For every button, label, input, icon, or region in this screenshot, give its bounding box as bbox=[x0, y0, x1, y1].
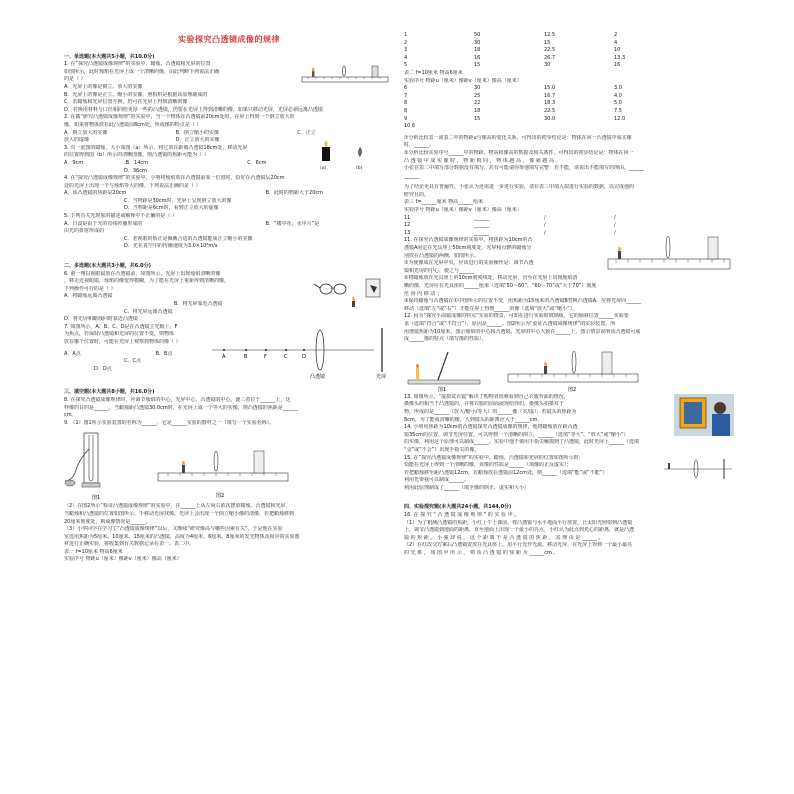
right-column bbox=[404, 32, 734, 558]
q16-line: （1）为了粗测凸透镜的焦距，小红上午上课前，将凸透镜与水平地面平行放置，让太阳光照射到凸透镜 bbox=[404, 519, 633, 526]
q13-mirror-photo bbox=[674, 394, 734, 436]
q16-line: 镜 的 焦 距 ， 小 强 却 说 ， 这 个 距 离 不 是 凸 透 镜 的 焦 距 ， 其 理 由 是 ______ 。 bbox=[404, 534, 604, 541]
table-cell: 10 bbox=[614, 47, 621, 54]
table-cell: 13 bbox=[404, 229, 411, 236]
q5-option-d: D．光在真空中的传播速度为3.0×10⁸m/s bbox=[124, 243, 218, 250]
section-single-choice: 一、单选题(本大题共5小题，共10.0分) bbox=[64, 53, 155, 60]
q2-option-b: B．倒立缩小的实像 bbox=[175, 129, 220, 136]
q1-option-c: C．若蜡烛和光屏位置互换，仍可在光屏上得到清晰的像 bbox=[64, 99, 188, 106]
q3-candle-figure bbox=[308, 139, 388, 171]
table-row bbox=[404, 62, 734, 70]
q12-figures bbox=[404, 344, 734, 394]
q12-line: 12. 因为“探究平面镜成像的特点”实验的情景，可知在进行实验时玻璃板，它的倾斜位置______实验要 bbox=[404, 313, 629, 320]
table-cell: 30 bbox=[474, 39, 481, 46]
q6-stem-line: 下列操作可行的是（ ） bbox=[64, 285, 116, 292]
q3-option-a: A．9cm bbox=[64, 159, 84, 166]
q7-option-a: A．A点 bbox=[64, 350, 81, 357]
table-cell: ______ bbox=[474, 229, 489, 236]
q15-line: 若把蜡烛移至距凸透镜12cm，若蜡烛放在透镜前12cm处，则______（选填“能”或“不能”） bbox=[404, 469, 608, 476]
q11-line: 镜和光屏的中心，使之与______ bbox=[404, 267, 475, 274]
table-row bbox=[404, 93, 734, 101]
table-cell: / bbox=[614, 222, 616, 229]
q11-bench-figure bbox=[604, 233, 734, 277]
table-cell: 7 bbox=[404, 92, 408, 99]
table-cell: 18.3 bbox=[544, 100, 556, 107]
q4-option-d: D．当物距是6cm时，看到正立放大的虚像 bbox=[124, 205, 219, 212]
q14-line: 14. 小明用焦距为10cm的凸透镜探究凸透镜成像的规律，他将蜡烛放在距凸透 bbox=[404, 424, 578, 431]
q11-line: 移动（选填“左”或“右”）才能在屏上得到______的像（选填“放大”或“缩小”）。 bbox=[404, 305, 578, 312]
table-cell: 11 bbox=[404, 214, 411, 221]
q9-more-line: （3）小华同学在学习了“凸透镜成像规律”以后，又继续“研究像高与哪些因素有关”，于是他在实验 bbox=[64, 526, 283, 533]
table-cell: / bbox=[544, 214, 546, 221]
q14-line: 镜35cm的位置，调节光屏位置，可以得到一个清晰的倒立、______（选填“等大”、“放大”或“缩小”） bbox=[404, 431, 629, 438]
table-cell: ______ bbox=[474, 222, 489, 229]
question-5 bbox=[64, 213, 394, 251]
q14-line: “会”或“不会”）出现手指尖的像。 bbox=[404, 446, 480, 453]
q3-option-b: B．14cm bbox=[125, 159, 149, 166]
q6-stem-line: 6. 童一翔以视眼镜放在凸透镜前，如图所示，光屏上出现烛焰清晰的像 bbox=[64, 270, 221, 277]
table3-caption: 表三 f=______厘米 物高______厘米 bbox=[404, 199, 484, 206]
q12-line: 成______像的特点（填写像的性质）。 bbox=[404, 336, 487, 343]
q1-stem-line: 如图所示，此时烛焰在光屏上成一个清晰的像，由此判断下列说法正确 bbox=[64, 68, 220, 75]
analysis-line: 小张在表二中填写部分数据没有填写，若有可能请你帮他填写完整：若不能，请说出不能填写的理由。______ bbox=[404, 165, 645, 172]
q9-more-line: 室选用焦距为5厘米、10厘米、15厘米的凸透镜，高度为4厘米、6厘米、8厘米的发光物体及相应的实验器 bbox=[64, 533, 300, 540]
q15-line: 15. 在“探究凸透镜成像规律”的实验中，蜡烛、凸透镜和光屏的位置如图所示时， bbox=[404, 454, 584, 461]
table-cell: 15.0 bbox=[544, 85, 556, 92]
doc-title: 实验探究凸透镜成像的规律 bbox=[178, 35, 280, 44]
table-cell: 3 bbox=[404, 47, 408, 54]
q1-option-d: D．若换用材料与口径相同但更厚一些的凸透镜，仍要在光屏上得到清晰的像，如果只移动光屏，光屏必须远离凸透镜 bbox=[64, 106, 323, 113]
table-cell: 8 bbox=[404, 100, 408, 107]
table-cell: 16.7 bbox=[544, 92, 556, 99]
q1-optical-bench-figure bbox=[300, 61, 392, 87]
section-fill-blank: 三、填空题(本大题共8小题，共16.0分) bbox=[64, 389, 155, 396]
q3-option-c: C．6cm bbox=[247, 159, 267, 166]
table2-header: 实验序号 物距u（厘米）像距v（厘米）像高（厘米） bbox=[404, 77, 522, 84]
q1-stem-line: 1. 在“探究凸透镜成像规律”的实验中，蜡烛、凸透镜和光屏的位置 bbox=[64, 61, 211, 68]
table-cell: / bbox=[614, 229, 616, 236]
q5-stem: 5. 下列有关光现象的描述或解释中不正确的是（ ） bbox=[64, 213, 177, 220]
q2-option-a: A．倒立放大的实像 bbox=[64, 129, 108, 136]
q3-stem-line: 的位置得到图（b）所示的清晰图像，则凸透镜的焦距可能为（ ） bbox=[64, 152, 209, 159]
table-cell: 18 bbox=[474, 107, 481, 114]
q1-stem-line: 的是（ ） bbox=[64, 76, 86, 83]
q9-bench-figure bbox=[154, 439, 294, 501]
table-cell: 5 bbox=[404, 62, 408, 69]
q2-option-c: C．正立 bbox=[297, 129, 316, 136]
table-cell: 26.7 bbox=[544, 54, 556, 61]
question-15 bbox=[404, 455, 734, 493]
q15-line: 利用此原理制成了______（填全像的倒正、虚实和大小） bbox=[404, 484, 530, 491]
q16-line: （2）在红改交方案后凸透镜安放在光具座上，用平行光作光源，移动光屏，在光屏上得到一个最小最亮 bbox=[404, 542, 633, 549]
question-13 bbox=[404, 394, 734, 424]
q8-line: cm。 bbox=[64, 412, 77, 419]
q5-option-b: B．“楼中花，水中月”是 bbox=[265, 220, 320, 227]
q9-fig1-label: 图1 bbox=[92, 495, 101, 502]
table-cell: 22 bbox=[474, 100, 481, 107]
q3-fig-label-b: (b) bbox=[356, 165, 363, 171]
q16-line: 16. 在 探 究 “ 凸 透 镜 成 像 规 律 ” 的 实 验 中 。 bbox=[404, 512, 520, 519]
q11-line: ①为使像成在光屏中央，应该进行的实验操作是：调节凸透 bbox=[404, 260, 534, 267]
q9-more-line: 材进行正确实验，将收集到有关数据记录在表一、表二中。 bbox=[64, 541, 195, 548]
table-cell: 7.5 bbox=[614, 107, 622, 114]
table-cell: 12 bbox=[404, 222, 411, 229]
table1-body bbox=[404, 32, 734, 70]
q4-option-b: B．此时的物距大于20cm bbox=[265, 190, 324, 197]
q7-option-d: D．D点 bbox=[94, 365, 112, 372]
table-row bbox=[404, 32, 734, 40]
q16-line: 上，调节凸透镜到地面的距离，直至地面上出现一个最小的亮点，小红认为此点到光心的距离，就是凸透 bbox=[404, 527, 635, 534]
q7-axis-figure bbox=[204, 320, 394, 380]
table-cell: 12.0 bbox=[614, 115, 626, 122]
q14-line: 的实像，利用这个原理可以制成______。实验中他不慎用手指尖触摸到了凸透镜，此时光屏上______（选填 bbox=[404, 439, 640, 446]
q12-mirror-figure bbox=[404, 346, 484, 392]
q9-more-line: （2）在图2所示“检证凸透镜成像规律”的实验中，在______上从左向右依次摆放蜡烛、凸透镜和光屏， bbox=[64, 503, 291, 510]
q7-label-c: C bbox=[284, 353, 288, 360]
q7-option-b: B．B点 bbox=[155, 350, 173, 357]
q7-label-a: A bbox=[222, 353, 226, 360]
table-cell: 6 bbox=[404, 85, 408, 92]
q6-option-b: B．将光屏靠近凸透镜 bbox=[174, 301, 223, 307]
table-cell: 15 bbox=[544, 39, 551, 46]
table-row bbox=[404, 85, 734, 93]
q7-lens-label: 凸透镜 bbox=[310, 373, 326, 380]
q7-stem-line: 7. 如图所示，A、B、C、D是在凸透镜主光轴上，F bbox=[64, 323, 178, 330]
q7-label-f: F bbox=[264, 353, 267, 360]
q12-fig1-label: 图1 bbox=[438, 386, 447, 392]
analysis-line: ______ bbox=[404, 172, 419, 179]
q15-lens-figure bbox=[662, 455, 734, 481]
table-cell: 2 bbox=[404, 39, 408, 46]
table-cell: ______ bbox=[474, 214, 489, 221]
question-4 bbox=[64, 175, 394, 213]
q6-option-d: D．将光屏和蜡烛同时靠近凸透镜 bbox=[64, 316, 138, 323]
q11-line: ③保持蜡烛与凸透镜在①中图所示的位置不变，用焦距为15厘米的凸透镜B替换凸透镜A，应将光屏向______ bbox=[404, 298, 642, 305]
q3-stem-line: 3. 有一张图的蜡烛，大小如图（a）所示，将它放在距离凸透镜18cm处，移动光屏 bbox=[64, 144, 248, 151]
table-cell: 4 bbox=[614, 39, 618, 46]
q9-more-line: 当蜡烛和凸透镜的位置如图所示，手移动光屏找像，光屏上会出现一个倒立缩小像的清像，若把蜡烛移到 bbox=[64, 510, 295, 517]
q12-fig2-label: 图2 bbox=[568, 386, 577, 392]
q13-line: 物，所成的是______（放大/缩小/等大）的______像（实/虚）；若镜头的焦距为 bbox=[404, 408, 577, 415]
table-cell: 16 bbox=[474, 54, 481, 61]
table-row bbox=[404, 222, 734, 230]
table-row bbox=[404, 47, 734, 55]
table-cell: 9 bbox=[404, 115, 408, 122]
table-cell: 16 bbox=[614, 62, 621, 69]
table-cell: 13.3 bbox=[614, 54, 626, 61]
q2-option-d: D．正立放大的实像 bbox=[175, 137, 220, 144]
left-column bbox=[64, 0, 394, 564]
table-cell: 15 bbox=[474, 115, 481, 122]
q9-more-line: 20厘米刻度处，则成像情况是______。 bbox=[64, 518, 151, 525]
table-cell: 3.0 bbox=[614, 85, 622, 92]
analysis-line: ②分析比较实验序号______中的物距、物高和像高的数据及相关条件，可得出的初步结论是：物体在同一 bbox=[404, 149, 634, 156]
question-1 bbox=[64, 61, 394, 114]
table-cell: 30.0 bbox=[544, 115, 556, 122]
table-row bbox=[404, 215, 734, 223]
q11-line: ②将蜡烛放在光具座上的10cm刻度线处，移动光屏，直至在光屏上出现烛焰清 bbox=[404, 275, 578, 282]
table-cell: 2 bbox=[614, 32, 618, 38]
q5-option-a: A．日食是由于光的直线传播形成的 bbox=[64, 220, 143, 227]
q2-stem-line: 像，如果将物体放在此凸透镜前8cm处，所成像的特点是（ ） bbox=[64, 121, 202, 128]
table-row bbox=[404, 108, 734, 116]
question-11 bbox=[404, 237, 734, 313]
table-cell: 15 bbox=[474, 62, 481, 69]
table-cell: 1 bbox=[404, 32, 408, 38]
q13-line: 摄像头的相当于凸透镜的，并将衣服的前面展现给你们，摄像头拍摄对于 bbox=[404, 401, 565, 408]
table-row bbox=[404, 55, 734, 63]
table3-header: 实验序号 物距u（厘米）像距v（厘米）像高（厘米） bbox=[404, 207, 522, 214]
question-3 bbox=[64, 145, 394, 175]
q15-line: 恰能在光屏上得到一个清晰的像，该像的性质是______（填像的正反虚实）； bbox=[404, 462, 572, 469]
q7-label-d: D bbox=[302, 353, 306, 360]
q12-line: 用透镜焦距为10厘米，图示烛焰的中心和凸透镜、光屏的中心大致在______上，图示情景说明该凸透镜可成 bbox=[404, 328, 641, 335]
q3-fig-label-a: (a) bbox=[320, 165, 327, 171]
analysis-line: 时，______。 bbox=[404, 142, 435, 149]
table-cell: 25 bbox=[474, 92, 481, 99]
q7-option-c: C．C点 bbox=[124, 358, 141, 365]
table-cell: 18 bbox=[474, 47, 481, 54]
question-12 bbox=[404, 313, 734, 393]
q11-line: 11. 在探究凸透镜成像规律的实验中，将焦距为10cm的凸 bbox=[404, 237, 533, 244]
table1-caption: 表一 f=10厘米 物高6厘米 bbox=[64, 548, 123, 555]
q4-option-a: A．该凸透镜的焦距是20cm bbox=[64, 190, 127, 197]
q7-label-b: B bbox=[244, 353, 248, 360]
q5-option-c: C．老视眼的矫正是佩戴合适的凸透镜能成正立缩小的实像 bbox=[124, 235, 253, 242]
table-cell: / bbox=[544, 222, 546, 229]
table-cell: 22.5 bbox=[544, 107, 556, 114]
q12-bench-figure bbox=[504, 346, 644, 392]
table-cell: 30 bbox=[474, 85, 481, 92]
q11-line: 晰的像，光屏应在光具座的______厘米（选填“50～60”、“60～70”或“大于70”）刻度 bbox=[404, 283, 597, 289]
table-row bbox=[404, 40, 734, 48]
table-cell: 8 bbox=[404, 107, 408, 114]
q1-option-b: B．光屏上的像是正立、缩小的实像，照相机是根据该原理制成的 bbox=[64, 91, 208, 98]
q13-line: 8cm，为了能成清晰的像，人到镜头的距离应大于______cm。 bbox=[404, 416, 543, 423]
section-multi-choice: 二、多选题(本大题共3小题，共6.0分) bbox=[64, 263, 151, 270]
q12-line: 求（选填“符合”或“不符合”），原因是______。图2所示为“验证凸透镜成像规律”的实验装置，所 bbox=[404, 320, 616, 327]
question-7 bbox=[64, 323, 394, 380]
q6-option-c: C．将光屏远离凸透镜 bbox=[124, 308, 173, 315]
q11-line: 别放在凸透镜的两侧，如图所示。 bbox=[404, 252, 480, 259]
q8-line: 8. 在探究凸透镜成像规律时，应调节烛焰的中心，光屏中心，凸透镜的中心，使三者位于______上，这 bbox=[64, 396, 291, 403]
analysis-line: 凸 透 镜 中 成 实 像 时 ， 物 距 相 同 ， 物 体 越 高 ， 像 就 越 高 。 bbox=[404, 157, 561, 164]
q2-option-c-cont: 放大的虚像 bbox=[64, 137, 90, 144]
q9-fig2-label: 图2 bbox=[216, 493, 225, 500]
table2-body bbox=[404, 85, 734, 131]
q3-option-d: D．36cm bbox=[124, 167, 147, 174]
table-cell: 4.0 bbox=[614, 92, 622, 99]
q15-line: 利用光带我可以制成______。 bbox=[404, 477, 470, 484]
table-cell: / bbox=[544, 229, 546, 236]
q2-stem-line: 2. 在做“研究凸透镜成像规律”的实验中，当一个物体在凸透镜前20cm处时，在屏上得到一个倒立放大的 bbox=[64, 114, 295, 121]
q6-option-a: A．将蜡烛远离凸透镜 bbox=[64, 293, 113, 300]
table-row bbox=[404, 116, 734, 124]
table-row: 10 6 bbox=[404, 123, 416, 130]
q4-stem-line: 处的光屏上出现一个与烛焰等大的像，下列说法正确的是（ ） bbox=[64, 182, 201, 189]
q9-pressure-gauge-figure bbox=[64, 429, 134, 501]
question-6 bbox=[64, 271, 394, 324]
q9-figures bbox=[64, 427, 394, 503]
table-cell: 30 bbox=[544, 62, 551, 69]
table-row bbox=[404, 100, 734, 108]
table2-caption: 表二 f=10厘米 物高6厘米 bbox=[404, 69, 463, 76]
q13-line: 13. 如图所示，“虚拟试衣镜”解决了购物者很难看到自己衣服背面的情况， bbox=[404, 393, 569, 400]
q5-option-b-cont: 由光的折射形成的 bbox=[64, 228, 105, 235]
table-cell: 50 bbox=[474, 32, 481, 38]
table-cell: 5.0 bbox=[614, 100, 622, 107]
q7-stem-line: 放在哪个位置时，可能在光屏上观察到物体的像（ ） bbox=[64, 338, 181, 345]
q1-option-a: A．光屏上的像是倒立、放大的实像 bbox=[64, 83, 143, 90]
q4-stem-line: 4. 在“探究凸透镜成像规律”的实验中，小明将烛焰放在凸透镜前某一位置时，恰好在凸透镜后20cm bbox=[64, 175, 285, 182]
q7-screen-label: 光屏 bbox=[376, 373, 387, 380]
table-cell: 4 bbox=[404, 54, 408, 61]
table-cell: / bbox=[614, 214, 616, 221]
q6-stem-line: ，移走近视眼镜，烛焰的像变得模糊，为了能在光屏上重新得到清晰的像， bbox=[64, 278, 230, 285]
q7-stem-line: 为焦点，若保持凸透镜和光屏的位置不变，则物体 bbox=[64, 331, 175, 338]
analysis-line: 研究目的。 bbox=[404, 191, 430, 198]
analysis-line: ①分析比较表一或表二中的物距u与像高的变化关系，可得出的初步结论是：物体在同一凸透镜中成实像 bbox=[404, 134, 632, 141]
q11-line: 范 围 内 移 动 ； bbox=[404, 290, 442, 297]
q6-glasses-figure bbox=[308, 273, 392, 313]
q11-line: 透镜A固定在光具座上50cm刻度处，光屏和点燃的蜡烛分 bbox=[404, 245, 532, 252]
section-experiment: 四、实验探究题(本大题共24小题，共144.0分) bbox=[404, 504, 512, 511]
q16-line: 的 光 斑 ， 如 图 甲 所 示 ， 则 该 凸 透 镜 的 焦 距 为 ______cm 。 bbox=[404, 550, 559, 557]
analysis-line: 为了结论更具有普遍性，小张认为还需进一步进行实验，请在表三中填入拟进行实验的数据，以完成他的 bbox=[404, 184, 635, 191]
q4-option-c: C．当物距是30cm时，光屏上呈现倒立放大的像 bbox=[124, 197, 232, 204]
q8-line: 样像的目的是______，当蜡烛距凸透镜30.0cm时，在光屏上成一个等大的实像，则凸透镜的焦距是______ bbox=[64, 404, 298, 411]
q9-line: 9. （1）图1所示实验装置的名称为______，它是______实验的器材之一（填写一个实验名称）。 bbox=[64, 419, 275, 426]
table-cell: 12.5 bbox=[544, 32, 556, 38]
table1-header: 实验序号 物距u（厘米）像距v（厘米）像高（厘米） bbox=[64, 556, 182, 563]
table-cell: 22.5 bbox=[544, 47, 556, 54]
